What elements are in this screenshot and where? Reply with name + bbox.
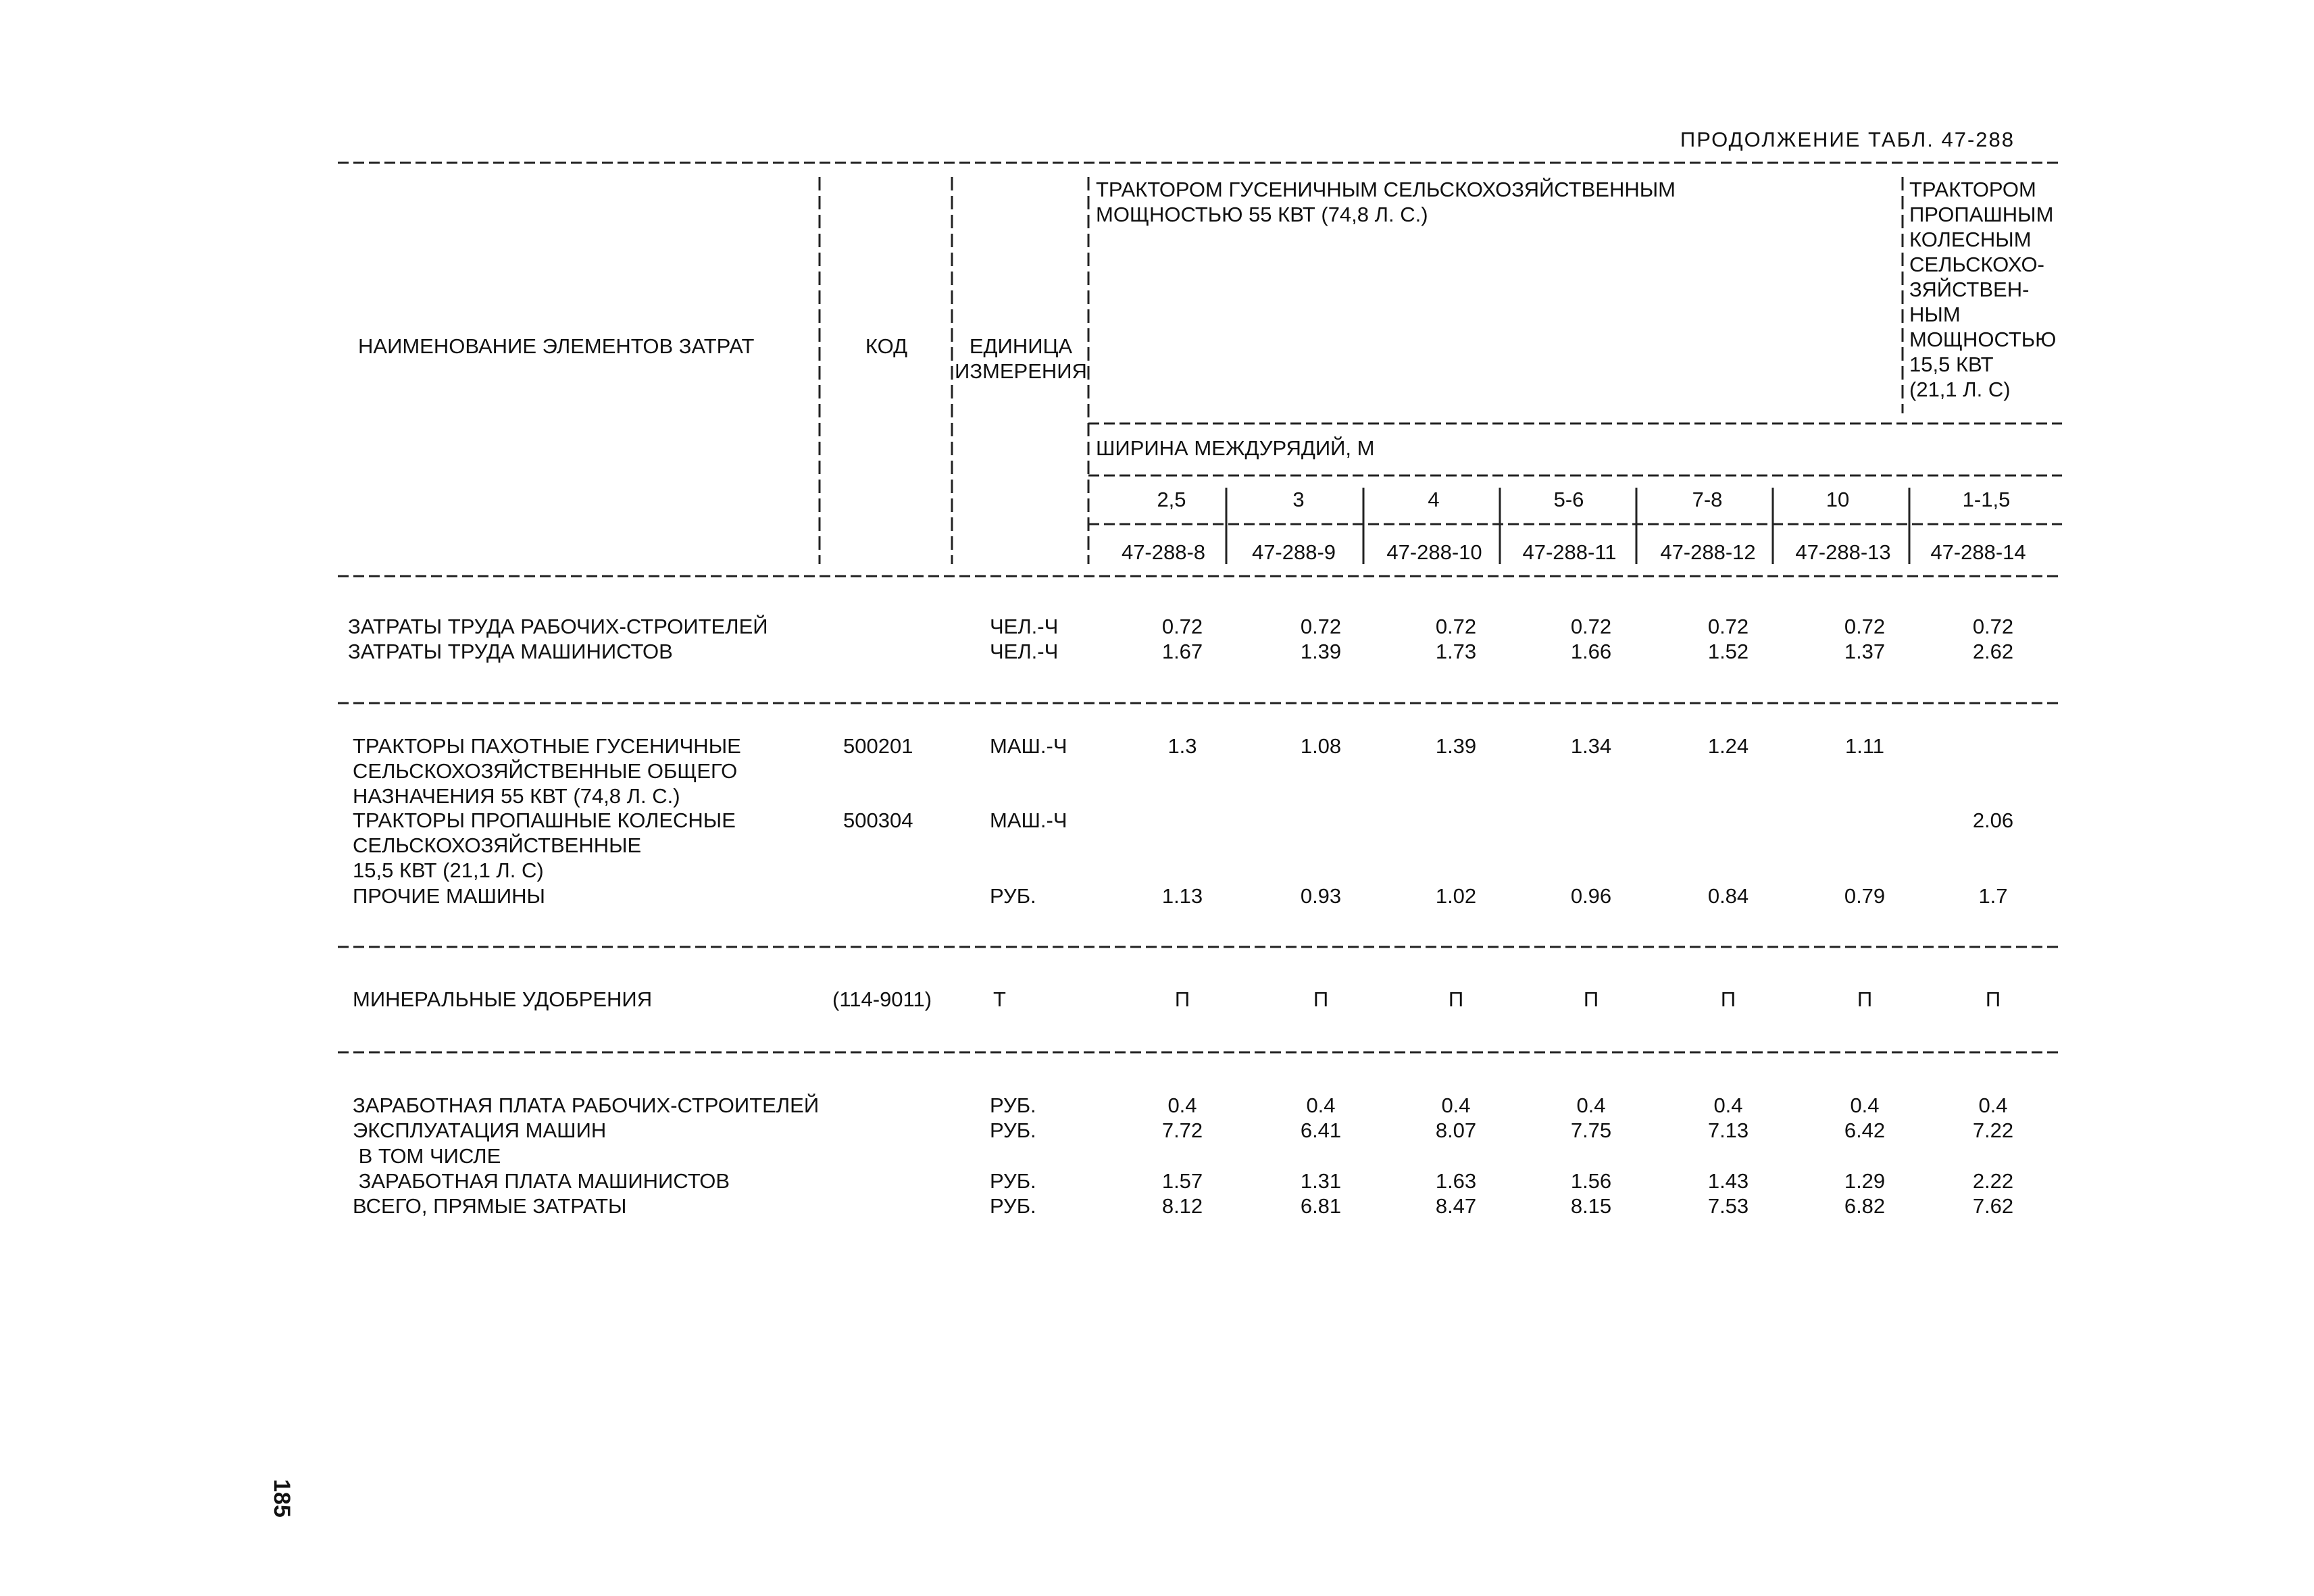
row-value: 1.67 [1161, 640, 1203, 663]
row-name-line: ЗАТРАТЫ ТРУДА РАБОЧИХ-СТРОИТЕЛЕЙ [348, 615, 768, 638]
header-crawler-tractor-line1: ТРАКТОРОМ ГУСЕНИЧНЫМ СЕЛЬСКОХОЗЯЙСТВЕННЫМ [1096, 178, 1676, 201]
row-value: 0.4 [1306, 1093, 1336, 1117]
row-value: 1.11 [1844, 734, 1885, 758]
row-value: 7.22 [1972, 1118, 2014, 1142]
row-name-line: ПРОЧИЕ МАШИНЫ [353, 884, 545, 908]
header-width-1: 3 [1292, 488, 1305, 511]
row-value: 1.57 [1161, 1169, 1203, 1193]
row-value: 0.96 [1570, 884, 1612, 908]
row-value: 6.41 [1300, 1118, 1342, 1142]
row-value: 8.47 [1435, 1194, 1477, 1218]
table-row [348, 640, 2013, 663]
row-value: П [1720, 987, 1736, 1011]
row-value: 8.07 [1435, 1118, 1477, 1142]
header-wheeled-line-4: ЗЯЙСТВЕН- [1909, 278, 2030, 301]
header-code-4: 47-288-12 [1660, 540, 1756, 564]
row-value: 7.62 [1972, 1194, 2014, 1218]
row-value: 8.12 [1161, 1194, 1203, 1218]
row-value: П [1174, 987, 1190, 1011]
row-name-line: ТРАКТОРЫ ПРОПАШНЫЕ КОЛЕСНЫЕ [353, 808, 736, 832]
row-value: 1.13 [1161, 884, 1203, 908]
header-rate-codes [1122, 540, 2026, 564]
row-value: 0.4 [1850, 1093, 1880, 1117]
table-row [353, 884, 2008, 908]
row-name-line: ЗАТРАТЫ ТРУДА МАШИНИСТОВ [348, 640, 673, 663]
header-width-0: 2,5 [1157, 488, 1186, 511]
row-name-line: ЗАРАБОТНАЯ ПЛАТА МАШИНИСТОВ [353, 1169, 730, 1193]
row-unit: ЧЕЛ.-Ч [990, 640, 1059, 663]
row-value: 0.84 [1707, 884, 1749, 908]
row-unit: МАШ.-Ч [990, 734, 1067, 758]
header-code-5: 47-288-13 [1795, 540, 1891, 564]
row-value: 1.39 [1300, 640, 1342, 663]
row-value: 1.43 [1707, 1169, 1749, 1193]
table-row [353, 1118, 2013, 1142]
row-resource-code: 500201 [843, 734, 913, 758]
continuation-title: ПРОДОЛЖЕНИЕ ТАБЛ. 47-288 [1680, 128, 2015, 151]
row-unit: РУБ. [990, 884, 1036, 908]
table-row [353, 1093, 2008, 1117]
row-value: 1.29 [1844, 1169, 1886, 1193]
header-wheeled-line-5: НЫМ [1909, 303, 1961, 326]
row-name-line: НАЗНАЧЕНИЯ 55 КВТ (74,8 Л. С.) [353, 784, 680, 808]
page-number: 185 [269, 1479, 295, 1518]
row-unit: ЧЕЛ.-Ч [990, 615, 1059, 638]
row-value: 1.39 [1435, 734, 1477, 758]
header-wheeled-tractor [1909, 178, 2056, 401]
header-wheeled-line-2: КОЛЕСНЫМ [1909, 228, 2032, 251]
row-value: 0.4 [1576, 1093, 1606, 1117]
table-body [348, 614, 2013, 1218]
header-wheeled-line-6: МОЩНОСТЬЮ [1909, 328, 2057, 351]
row-value: 0.93 [1300, 884, 1342, 908]
row-value: 1.73 [1435, 640, 1477, 663]
row-value: 0.4 [1441, 1093, 1471, 1117]
row-unit: Т [993, 987, 1006, 1011]
row-value: 1.37 [1844, 640, 1886, 663]
header-row-spacing: ШИРИНА МЕЖДУРЯДИЙ, М [1096, 436, 1375, 460]
header-width-2: 4 [1428, 488, 1440, 511]
row-value: 0.72 [1435, 615, 1477, 638]
row-value: 7.75 [1570, 1118, 1612, 1142]
row-value: 1.66 [1570, 640, 1612, 663]
row-value: 0.72 [1161, 615, 1203, 638]
row-value: П [1448, 987, 1464, 1011]
header-code-1: 47-288-9 [1251, 540, 1336, 564]
row-value: 6.81 [1300, 1194, 1342, 1218]
row-name-line: МИНЕРАЛЬНЫЕ УДОБРЕНИЯ [353, 987, 653, 1011]
row-value: 1.56 [1570, 1169, 1612, 1193]
header-unit-column-line1: ЕДИНИЦА [969, 334, 1073, 358]
row-resource-code: (114-9011) [832, 987, 932, 1011]
row-value: 0.4 [1167, 1093, 1197, 1117]
row-value: 1.7 [1978, 884, 2008, 908]
header-wheeled-line-3: СЕЛЬСКОХО- [1909, 253, 2044, 276]
row-value: 0.72 [1972, 615, 2014, 638]
row-value: 6.82 [1844, 1194, 1886, 1218]
table-row [353, 1144, 501, 1168]
row-value: 1.24 [1707, 734, 1749, 758]
row-value: П [1857, 987, 1873, 1011]
row-value: 1.02 [1435, 884, 1477, 908]
header-wheeled-line-7: 15,5 КВТ [1909, 353, 1994, 376]
row-value: 0.72 [1300, 615, 1342, 638]
header-code-column: КОД [865, 334, 908, 358]
header-unit-column-line2: ИЗМЕРЕНИЯ [955, 359, 1087, 383]
row-value: 2.22 [1972, 1169, 2014, 1193]
row-unit: МАШ.-Ч [990, 808, 1067, 832]
table-row [353, 987, 2001, 1011]
header-width-5: 10 [1826, 488, 1850, 511]
header-wheeled-line-1: ПРОПАШНЫМ [1909, 203, 2054, 226]
row-value: 6.42 [1844, 1118, 1886, 1142]
header-code-6: 47-288-14 [1930, 540, 2026, 564]
header-wheeled-line-0: ТРАКТОРОМ [1909, 178, 2036, 201]
header-code-0: 47-288-8 [1121, 540, 1206, 564]
row-value: 1.63 [1435, 1169, 1477, 1193]
header-name-column: НАИМЕНОВАНИЕ ЭЛЕМЕНТОВ ЗАТРАТ [358, 334, 755, 358]
header-width-4: 7-8 [1692, 488, 1723, 511]
row-value: 1.52 [1707, 640, 1749, 663]
header-width-3: 5-6 [1553, 488, 1584, 511]
row-name-line: ЗАРАБОТНАЯ ПЛАТА РАБОЧИХ-СТРОИТЕЛЕЙ [353, 1093, 820, 1117]
row-value: 0.79 [1844, 884, 1886, 908]
row-value: П [1583, 987, 1599, 1011]
row-value: 0.72 [1707, 615, 1749, 638]
row-unit: РУБ. [990, 1169, 1036, 1193]
row-name-line: СЕЛЬСКОХОЗЯЙСТВЕННЫЕ ОБЩЕГО [353, 759, 738, 783]
header-rules [338, 163, 2062, 1052]
header-width-6: 1-1,5 [1962, 488, 2011, 511]
table-row [353, 1194, 2013, 1218]
row-name-line: ТРАКТОРЫ ПАХОТНЫЕ ГУСЕНИЧНЫЕ [353, 734, 741, 758]
header-crawler-tractor-line2: МОЩНОСТЬЮ 55 КВТ (74,8 Л. С.) [1096, 203, 1428, 226]
row-name-line: 15,5 КВТ (21,1 Л. С) [353, 858, 544, 882]
row-name-line: ЭКСПЛУАТАЦИЯ МАШИН [353, 1118, 607, 1142]
row-value: 0.4 [1978, 1093, 2008, 1117]
row-unit: РУБ. [990, 1093, 1036, 1117]
row-name-line: СЕЛЬСКОХОЗЯЙСТВЕННЫЕ [353, 833, 642, 857]
table-row [353, 808, 2013, 882]
row-value: 0.4 [1713, 1093, 1743, 1117]
table-row [353, 734, 1884, 808]
row-value: П [1985, 987, 2001, 1011]
row-value: 1.08 [1300, 734, 1342, 758]
row-name-line: ВСЕГО, ПРЯМЫЕ ЗАТРАТЫ [353, 1194, 627, 1218]
header-code-3: 47-288-11 [1522, 540, 1617, 564]
row-unit: РУБ. [990, 1194, 1036, 1218]
header-row-widths [1157, 488, 2010, 511]
row-name-line: В ТОМ ЧИСЛЕ [353, 1144, 501, 1168]
row-value: 1.3 [1167, 734, 1197, 758]
row-value: 2.06 [1972, 808, 2014, 832]
row-value: 0.72 [1570, 615, 1612, 638]
header-wheeled-line-8: (21,1 Л. С) [1909, 378, 2011, 401]
row-value: 0.72 [1844, 615, 1886, 638]
row-value: 2.62 [1972, 640, 2014, 663]
row-value: 1.31 [1300, 1169, 1342, 1193]
row-value: 7.53 [1707, 1194, 1749, 1218]
row-unit: РУБ. [990, 1118, 1036, 1142]
row-resource-code: 500304 [843, 808, 913, 832]
row-value: 1.34 [1570, 734, 1612, 758]
row-value: 8.15 [1570, 1194, 1612, 1218]
header-code-2: 47-288-10 [1386, 540, 1482, 564]
row-value: 7.72 [1161, 1118, 1203, 1142]
row-value: П [1313, 987, 1329, 1011]
table-row [348, 614, 2013, 638]
row-value: 7.13 [1707, 1118, 1749, 1142]
table-row [353, 1169, 2013, 1193]
